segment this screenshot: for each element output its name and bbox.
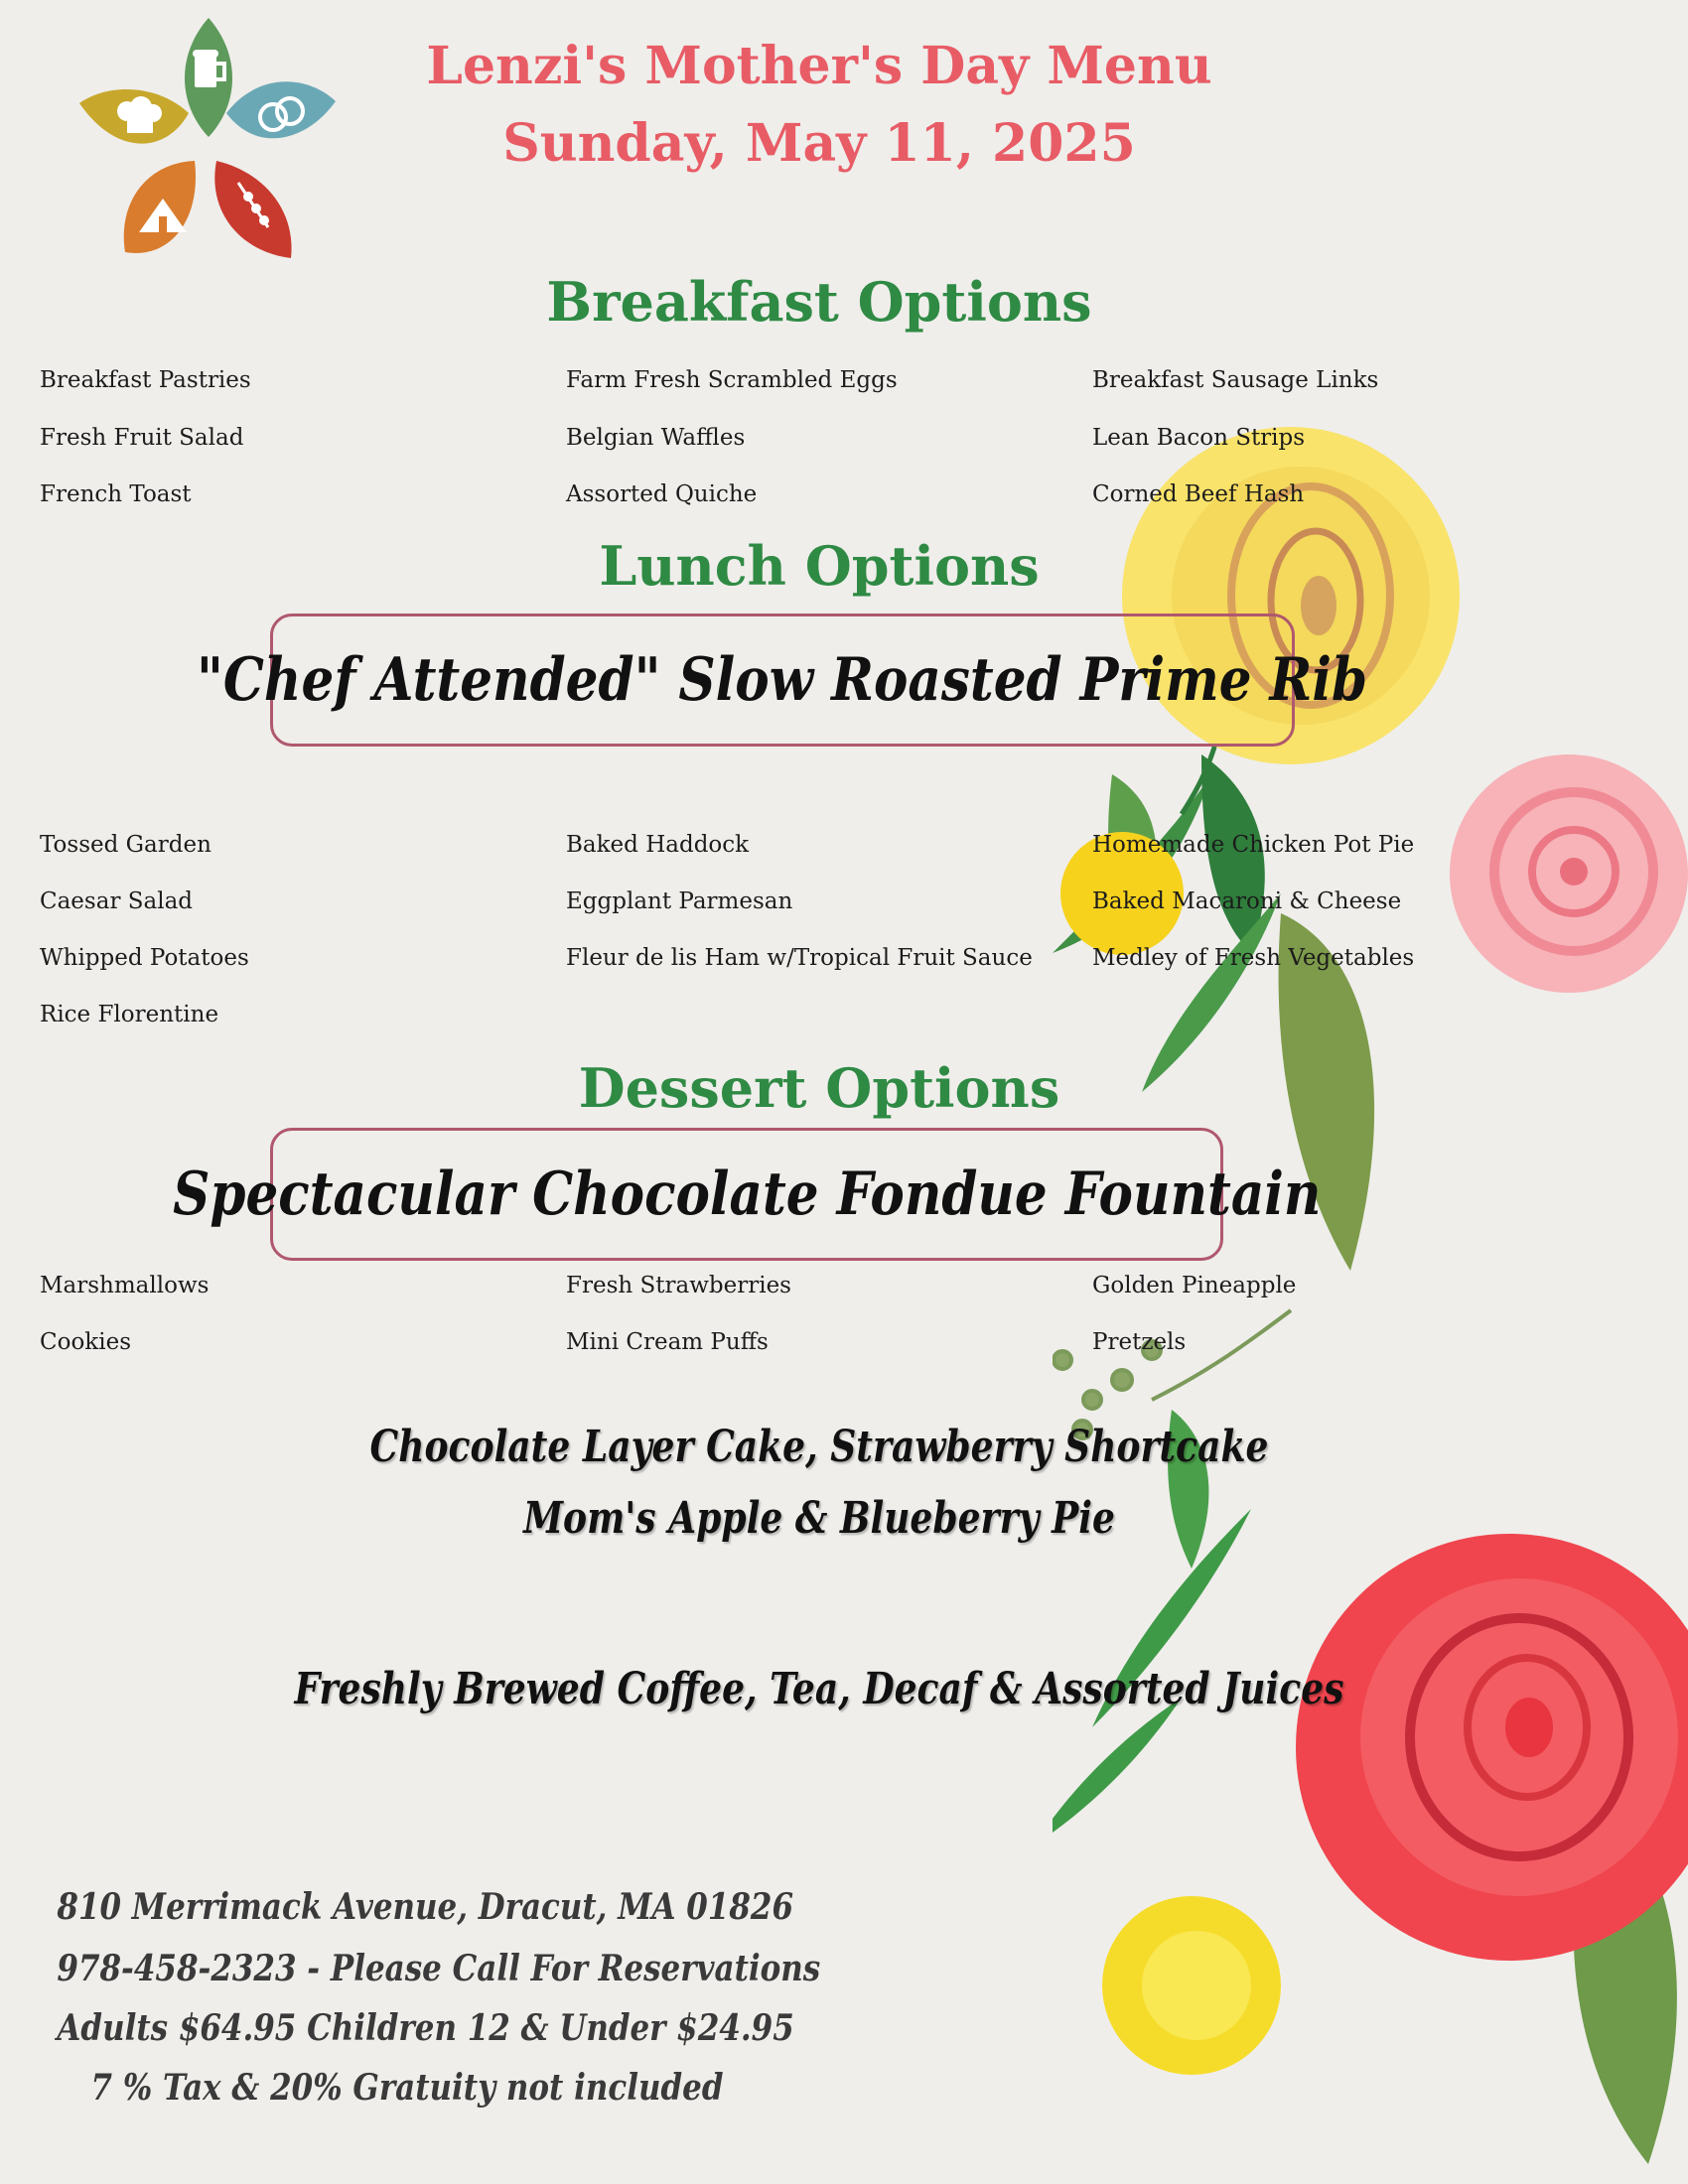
menu-title: Lenzi's Mother's Day Menu <box>426 36 1212 96</box>
dessert-item: Fresh Strawberries <box>566 1273 791 1298</box>
breakfast-item: Lean Bacon Strips <box>1092 425 1306 451</box>
footer-address: 810 Merrimack Avenue, Dracut, MA 01826 <box>57 1886 794 1928</box>
lunch-item: Rice Florentine <box>40 1002 219 1027</box>
breakfast-item: Assorted Quiche <box>566 481 758 507</box>
lunch-item: Homemade Chicken Pot Pie <box>1092 832 1415 858</box>
tent-icon <box>124 161 196 253</box>
lunch-item: Whipped Potatoes <box>40 945 249 971</box>
lunch-feature-box <box>197 614 1368 747</box>
footer-prices: Adults $64.95 Children 12 & Under $24.95 <box>57 2007 794 2049</box>
cakes-line-1: Chocolate Layer Cake, Strawberry Shortcake <box>369 1422 1269 1472</box>
cakes-line-2: Mom's Apple & Blueberry Pie <box>523 1493 1115 1544</box>
lunch-item: Caesar Salad <box>40 888 194 914</box>
breakfast-item: Belgian Waffles <box>566 425 746 451</box>
footer-tax-note: 7 % Tax & 20% Gratuity not included <box>90 2067 724 2109</box>
lunch-heading: Lunch Options <box>599 534 1040 598</box>
dessert-item: Marshmallows <box>40 1273 210 1298</box>
beverages-line: Freshly Brewed Coffee, Tea, Decaf & Assorted Juices <box>294 1664 1344 1714</box>
dessert-feature-box <box>172 1128 1322 1261</box>
menu-date: Sunday, May 11, 2025 <box>502 113 1136 174</box>
breakfast-item: Fresh Fruit Salad <box>40 425 244 451</box>
breakfast-item: Corned Beef Hash <box>1092 481 1305 507</box>
lunch-item: Fleur de lis Ham w/Tropical Fruit Sauce <box>566 945 1033 971</box>
dessert-item: Pretzels <box>1092 1329 1187 1355</box>
lunch-feature: "Chef Attended" Slow Roasted Prime Rib <box>197 645 1368 715</box>
dessert-item: Golden Pineapple <box>1092 1273 1297 1298</box>
breakfast-item: French Toast <box>40 481 192 507</box>
dessert-item: Cookies <box>40 1329 131 1355</box>
dessert-feature: Spectacular Chocolate Fondue Fountain <box>172 1160 1322 1229</box>
footer-phone: 978-458-2323 - Please Call For Reservations <box>57 1948 821 1989</box>
lunch-item: Tossed Garden <box>40 832 211 858</box>
lunch-item: Eggplant Parmesan <box>566 888 793 914</box>
breakfast-item: Farm Fresh Scrambled Eggs <box>566 367 898 393</box>
skewer-icon <box>214 161 291 258</box>
breakfast-item: Breakfast Sausage Links <box>1092 367 1379 393</box>
breakfast-heading: Breakfast Options <box>546 270 1092 334</box>
lunch-item: Baked Macaroni & Cheese <box>1092 888 1402 914</box>
lunch-item: Baked Haddock <box>566 832 750 858</box>
dessert-heading: Dessert Options <box>578 1056 1060 1120</box>
breakfast-item: Breakfast Pastries <box>40 367 251 393</box>
dessert-item: Mini Cream Puffs <box>566 1329 769 1355</box>
lunch-item: Medley of Fresh Vegetables <box>1092 945 1415 971</box>
